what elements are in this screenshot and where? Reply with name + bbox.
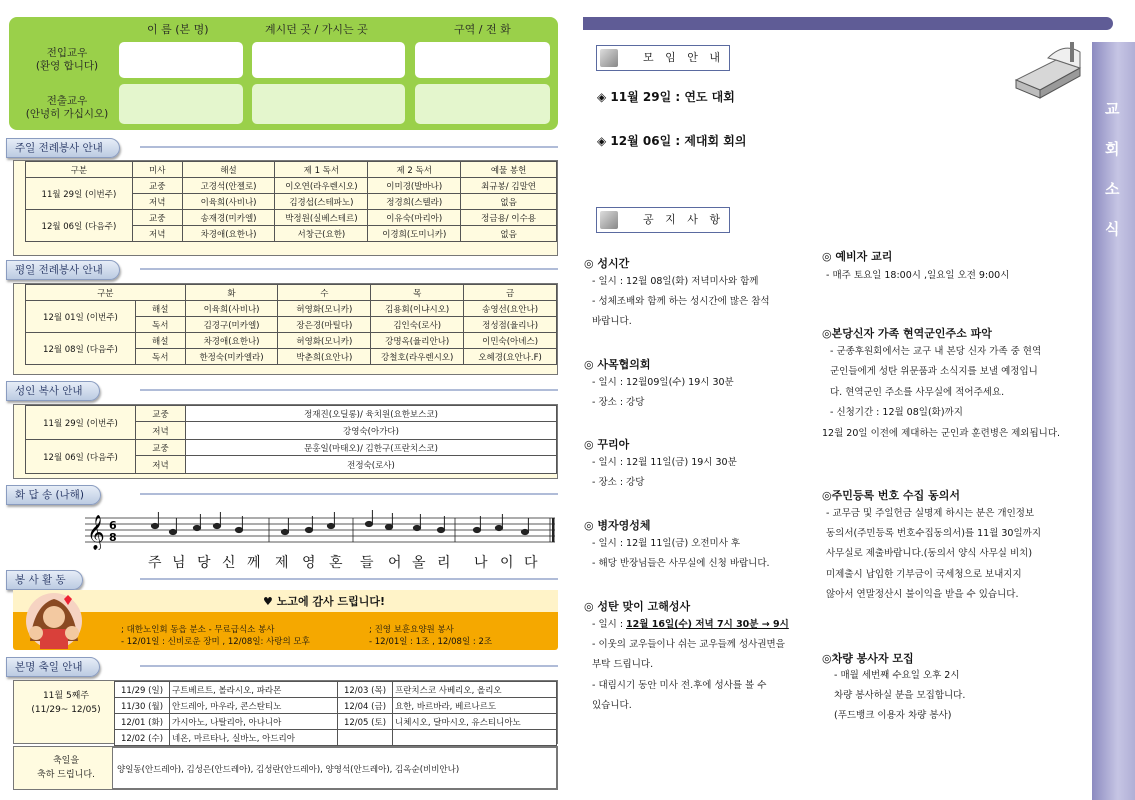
table-row: 저녁 강영숙(아가다): [26, 422, 557, 440]
table-row: 독서 한정숙(미카엘라) 박춘희(요안나) 강철호(라우렌시오) 오혜경(요안나.F): [26, 349, 557, 365]
notice-line: 있습니다.: [592, 700, 632, 711]
congrats-label: 축일을 축하 드립니다.: [37, 756, 95, 780]
music-note: [521, 529, 528, 534]
divider: [140, 389, 558, 391]
congrats-names: 양일동(안드레아), 김성은(안드레아), 김성란(안드레아), 양영석(안드레아), 김옥순(비비안나): [117, 765, 460, 775]
svg-text:𝄞: 𝄞: [87, 515, 105, 550]
notice-line: - 일시 : 12월09일(수) 19시 30분: [592, 377, 734, 388]
notice-line: - 장소 : 강당: [592, 397, 645, 408]
table-row: 11/29 (일) 구트베르트, 볼라시오, 파라몬 12/03 (목) 프란치스코 사베리오, 올리오: [115, 682, 557, 698]
notice-title: 공 지 사 항: [596, 207, 730, 233]
table-header: 화: [185, 285, 278, 301]
table-row: 12월 06일 (다음주) 교중 문홍일(마태오)/ 김한구(프란치스코): [26, 440, 557, 456]
sunday-service-header: 주일 전례봉사 안내: [6, 138, 120, 158]
jesus-children-illustration: [14, 591, 94, 651]
notice-heading: ◎ 예비자 교리: [822, 250, 893, 263]
service-left-2: - 12/01일 : 신비로운 장미 , 12/08일: 사랑의 모후: [121, 637, 310, 647]
notice-line: - 일시 : 12월 11일(금) 19시 30분: [592, 457, 737, 468]
notice-line: - 매주 토요일 18:00시 ,일요일 오전 9:00시: [826, 270, 1010, 281]
speaker-icon: [600, 49, 618, 67]
notice-heading: ◎ 사목협의회: [584, 358, 651, 371]
notice-line: 차량 봉사하실 분을 모집합니다.: [834, 690, 966, 701]
speaker-icon: [600, 211, 618, 229]
notice-heading: ◎ 병자영성체: [584, 519, 651, 532]
music-note: [281, 529, 288, 534]
lyric-syllable: 들: [360, 555, 374, 571]
notice-line: - 일시 : 12월 08일(화) 저녁미사와 함께: [592, 276, 759, 287]
divider: [140, 146, 558, 148]
lyric-syllable: 올: [412, 555, 426, 571]
notice-line: 미제출시 납입한 기부금이 국세청으로 보내지지: [826, 569, 1022, 580]
notice-line: - 일시 : 12월 16일(수) 저녁 7시 30분 → 9시: [592, 619, 789, 630]
divider: [140, 493, 558, 495]
svg-text:6: 6: [109, 519, 117, 532]
table-header: 구분: [26, 285, 186, 301]
out-name-field[interactable]: [119, 84, 243, 124]
weekday-service-header: 평일 전례봉사 안내: [6, 260, 120, 280]
lyric-syllable: 당: [197, 555, 211, 571]
lyric-syllable: 혼: [329, 555, 343, 571]
notice-line: - 교무금 및 주일헌금 실명제 하시는 분은 개인정보: [826, 508, 1035, 519]
mailbox-icon: [1008, 38, 1088, 102]
table-header: 제 1 독서: [275, 162, 368, 178]
table-row: 저녁 차경애(요한나) 서창근(요한) 이경희(도미니카) 없음: [26, 226, 557, 242]
feast-day-header: 본명 축일 안내: [6, 657, 100, 677]
music-note: [305, 527, 312, 532]
notice-line: 동의서(주민등록 번호수집동의서)를 11월 30일까지: [826, 528, 1042, 539]
meeting-title: 모 임 안 내: [596, 45, 730, 71]
notice-line: - 일시 : 12월 11일(금) 오전미사 후: [592, 538, 741, 549]
table-row: 11/30 (월) 안드레아, 마우라, 콘스탄티노 12/04 (금) 요한, 바르바라, 베르나르도: [115, 698, 557, 714]
music-note: [473, 527, 480, 532]
thanks-text: ♥ 노고에 감사 드립니다!: [263, 595, 385, 608]
lyric-syllable: 주: [148, 555, 162, 571]
lyric-syllable: 신: [222, 555, 236, 571]
notice-line: 군인들에게 성탄 위문품과 소식지를 보낼 예정입니: [830, 366, 1038, 377]
psalm-header: 화 답 송 (나해): [6, 485, 101, 505]
sidebar-char: 교: [1105, 100, 1120, 118]
col-from-header: 계시던 곳 / 가시는 곳: [265, 23, 368, 36]
table-row: 12월 06일 (다음주) 교중 송재경(미카엘) 박정원(실베스테르) 이유숙(마리아) 정금용/ 이수용: [26, 210, 557, 226]
lyric-syllable: 나: [474, 555, 488, 571]
notice-heading: ◎ 성시간: [584, 257, 630, 270]
lyric-syllable: 다: [524, 555, 538, 571]
notice-heading: ◎ 꾸리아: [584, 438, 630, 451]
music-note: [151, 523, 158, 528]
sunday-service-table: [25, 161, 557, 242]
music-note: [385, 524, 392, 529]
lyric-syllable: 께: [247, 555, 261, 571]
out-area-field[interactable]: [415, 84, 550, 124]
table-row: 12/02 (수) 네온, 마르타나, 실바노, 아드리아: [115, 730, 557, 746]
notice-line: 않아서 연말정산시 불이익을 받을 수 있습니다.: [826, 589, 1019, 600]
table-row: 저녁 이육희(사비나) 김경섭(스테파노) 정경희(스텔라) 없음: [26, 194, 557, 210]
music-note: [213, 523, 220, 528]
table-header: 목: [371, 285, 464, 301]
col-name-header: 이 름 (본 명): [147, 23, 209, 36]
table-header: 구분: [26, 162, 133, 178]
table-header: 미사: [132, 162, 182, 178]
notice-line: - 대림시기 동안 미사 전.후에 성사를 볼 수: [592, 680, 767, 691]
service-left-1: ; 대한노인회 동읍 분소 - 무료급식소 봉사: [121, 625, 275, 635]
notice-line: 다. 현역군인 주소를 사무실에 적어주세요.: [830, 387, 1005, 398]
table-header: 금: [464, 285, 557, 301]
weekday-service-table: [25, 284, 557, 365]
table-row: 11월 29일 (이번주) 교중 고경석(안젤로) 이오연(라우렌시오) 이미경(발바나) 최규봉/ 김말연: [26, 178, 557, 194]
notice-line: 사무실로 제출바랍니다.(동의서 양식 사무실 비치): [826, 548, 1033, 559]
notice-line: - 매월 세번째 수요일 오후 2시: [834, 670, 960, 681]
music-note: [169, 529, 176, 534]
service-right-1: ; 진영 보훈요양원 봉사: [369, 625, 454, 635]
notice-line: - 장소 : 강당: [592, 477, 645, 488]
top-band: [583, 17, 1113, 30]
sidebar-char: 식: [1105, 220, 1120, 238]
notice-line: - 신청기간 : 12월 08일(화)까지: [830, 407, 963, 418]
sidebar-char: 회: [1105, 140, 1120, 158]
out-from-field[interactable]: [252, 84, 405, 124]
col-area-header: 구역 / 전 화: [454, 23, 511, 36]
notice-heading: ◎본당신자 가족 현역군인주소 파악: [822, 327, 992, 340]
music-note: [365, 521, 372, 526]
lyric-syllable: 님: [172, 555, 186, 571]
table-row: 독서 김경구(미카엘) 장은경(마틸다) 김인숙(로사) 정성점(율리나): [26, 317, 557, 333]
music-staff: [85, 508, 555, 550]
svg-text:8: 8: [109, 531, 117, 544]
altar-server-table: [25, 405, 557, 474]
table-row: 저녁 전정숙(로사): [26, 456, 557, 474]
notice-heading: ◎차량 봉사자 모집: [822, 652, 914, 665]
feast-week-label: 11월 5째주 (11/29~ 12/05): [31, 691, 101, 715]
table-header: 해설: [182, 162, 275, 178]
music-note: [327, 523, 334, 528]
table-header: 예물 봉헌: [461, 162, 557, 178]
transfer-out-label: 전출교우 (안녕히 가십시오): [25, 95, 109, 120]
service-right-2: - 12/01일 : 1조 , 12/08일 : 2조: [369, 637, 493, 647]
notice-line: 부탁 드립니다.: [592, 659, 654, 670]
music-note: [193, 525, 200, 530]
lyric-syllable: 영: [302, 555, 316, 571]
notice-line: - 성체조배와 함께 하는 성시간에 많은 참석: [592, 296, 770, 307]
divider: [140, 268, 558, 270]
welcome-panel: [9, 17, 558, 130]
feast-day-table: [114, 681, 557, 746]
notice-line: - 해당 반장님들은 사무실에 신청 바랍니다.: [592, 558, 770, 569]
table-row: 12월 01일 (이번주) 해설 이육희(사비나) 허영화(모니카) 김용회(이냐시오) 송영선(요안나): [26, 301, 557, 317]
music-note: [235, 527, 242, 532]
altar-server-header: 성인 복사 안내: [6, 381, 100, 401]
lyric-syllable: 리: [437, 555, 451, 571]
notice-heading: ◎ 성탄 맞이 고해성사: [584, 600, 691, 613]
table-header: 제 2 독서: [368, 162, 461, 178]
table-row: 11월 29일 (이번주) 교중 정재진(오딜롱)/ 육치원(요한보스코): [26, 406, 557, 422]
divider: [140, 665, 558, 667]
transfer-in-label: 전입교우 (환영 합니다): [35, 47, 99, 72]
table-header: 수: [278, 285, 371, 301]
notice-line: 바랍니다.: [592, 316, 632, 327]
notice-line: (푸드뱅크 이용자 차량 봉사): [834, 710, 952, 721]
in-area-field[interactable]: [415, 42, 550, 78]
volunteer-header: 봉 사 활 동: [6, 570, 83, 590]
in-from-field[interactable]: [252, 42, 405, 78]
lyric-syllable: 어: [388, 555, 402, 571]
table-row: 12/01 (화) 가시아노, 나탈리아, 아나니아 12/05 (토) 니체시오, 달마시오, 유스티니아노: [115, 714, 557, 730]
lyric-syllable: 이: [500, 555, 514, 571]
notice-line: 12월 20일 이전에 제대하는 군인과 훈련병은 제외됩니다.: [822, 428, 1061, 439]
notice-heading: ◎주민등록 번호 수집 동의서: [822, 489, 960, 502]
in-name-field[interactable]: [119, 42, 243, 78]
meeting-item-1: ◈ 11월 29일 : 연도 대회: [597, 90, 735, 104]
lyric-syllable: 제: [275, 555, 289, 571]
notice-line: - 이웃의 교우들이나 쉬는 교우들께 성사권면을: [592, 639, 785, 650]
thanks-banner: [13, 590, 558, 650]
table-row: 12월 08일 (다음주) 해설 차경애(요한나) 허영화(모니카) 강명옥(율리안나) 이민숙(아녜스): [26, 333, 557, 349]
divider: [140, 578, 558, 580]
music-note: [413, 525, 420, 530]
music-note: [437, 527, 444, 532]
notice-line: - 군종후원회에서는 교구 내 본당 신자 가족 중 현역: [830, 346, 1042, 357]
sidebar-char: 소: [1105, 180, 1120, 198]
meeting-item-2: ◈ 12월 06일 : 제대회 회의: [597, 134, 747, 148]
music-note: [495, 525, 502, 530]
congrats-names-box: [112, 747, 557, 789]
